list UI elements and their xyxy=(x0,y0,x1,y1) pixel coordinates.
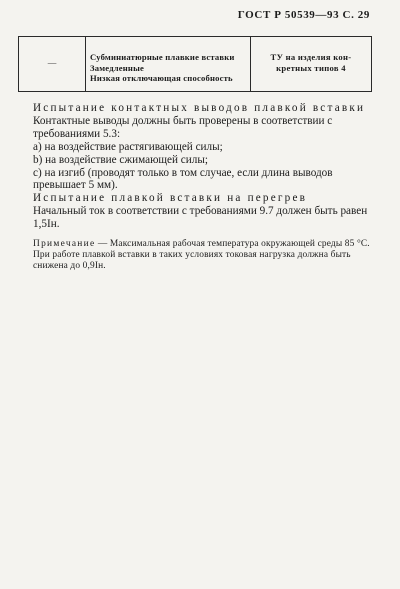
table-cell-reference xyxy=(251,37,372,92)
note-label: Примечание xyxy=(33,239,96,250)
reference-line-2: кретных типов 4 xyxy=(276,62,346,73)
note-text: — Максимальная рабочая температура окружающей среды 85 °С. При работе плавкой вставки в таких условиях токовая нагрузка должна быть снижена до 0,9Iн. xyxy=(33,239,370,272)
type-line-2: Замедленные xyxy=(90,62,144,73)
list-item-a: a) на воздействие растягивающей силы; xyxy=(33,140,223,153)
reference-line-1: ТУ на изделия кон- xyxy=(270,52,352,62)
document-body xyxy=(33,102,373,273)
table-row xyxy=(19,37,372,92)
type-line-1: Субминиатюрные плавкие вставки xyxy=(90,52,235,62)
section-heading-overheat: Испытание плавкой вставки на перегрев xyxy=(33,192,308,205)
dash-value: — xyxy=(47,57,57,67)
list-item-b: b) на воздействие сжимающей силы; xyxy=(33,153,208,166)
type-line-3: Низкая отключающая способность xyxy=(90,73,233,84)
list-item-c: c) на изгиб (проводят только в том случае, если длина выводов превышает 5 мм). xyxy=(33,166,333,192)
page-header: ГОСТ Р 50539—93 С. 29 xyxy=(237,9,370,21)
paragraph-overheat: Начальный ток в соответствии с требованиями 9.7 должен быть равен 1,5Iн. xyxy=(33,205,368,231)
table-cell-dash xyxy=(19,37,86,92)
paragraph-terminals: Контактные выводы должны быть проверены в соответствии с требованиями 5.3: xyxy=(33,114,333,140)
table-cell-type xyxy=(86,37,251,92)
note xyxy=(33,239,373,273)
section-heading-terminals: Испытание контактных выводов плавкой вставки xyxy=(33,102,366,114)
spec-table xyxy=(18,36,372,92)
